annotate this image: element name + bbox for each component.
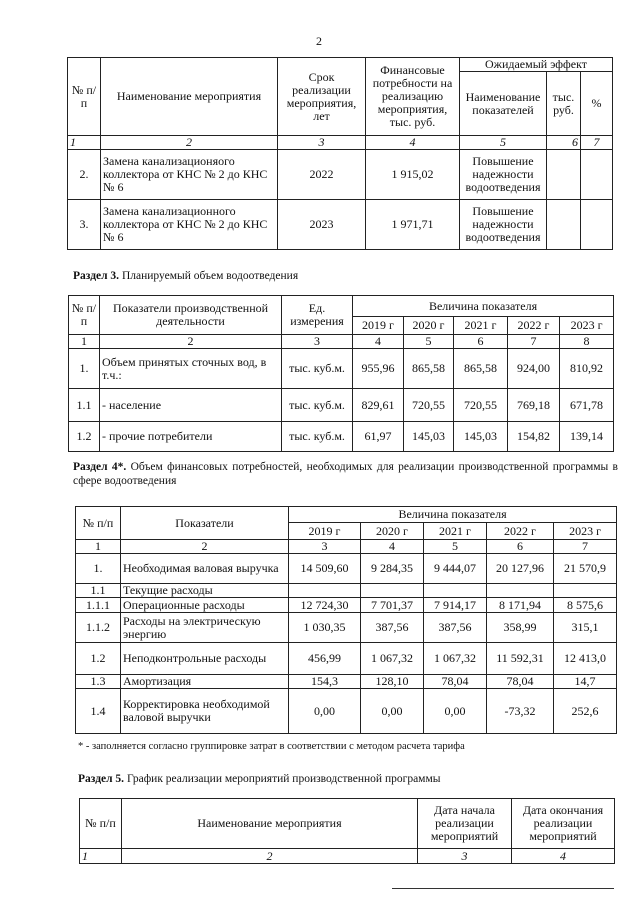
colnum: 1 bbox=[80, 849, 122, 864]
row-value: 9 444,07 bbox=[424, 554, 487, 584]
year-header: 2021 г bbox=[424, 523, 487, 540]
row-name: Амортизация bbox=[121, 675, 289, 689]
header-pct: % bbox=[581, 72, 613, 136]
row-num: 1.2 bbox=[69, 422, 100, 452]
colnum: 6 bbox=[487, 540, 554, 554]
row-value: 955,96 bbox=[353, 349, 404, 389]
colnum: 6 bbox=[454, 335, 508, 349]
page-number: 2 bbox=[316, 34, 322, 48]
row-num: 1. bbox=[76, 554, 121, 584]
header-num: № п/п bbox=[80, 799, 122, 849]
colnum: 2 bbox=[100, 335, 282, 349]
table-row bbox=[76, 598, 617, 613]
colnum: 7 bbox=[508, 335, 560, 349]
colnum: 7 bbox=[581, 136, 613, 150]
row-num: 2. bbox=[68, 150, 101, 200]
table-row bbox=[76, 584, 617, 598]
row-unit: тыс. куб.м. bbox=[282, 422, 353, 452]
header-start: Дата начала реализации мероприятий bbox=[418, 799, 512, 849]
row-name: Необходимая валовая выручка bbox=[121, 554, 289, 584]
colnum: 4 bbox=[361, 540, 424, 554]
colnum: 4 bbox=[512, 849, 615, 864]
row-value: 315,1 bbox=[554, 613, 617, 643]
row-ind: Повышение надежности водоотведения bbox=[460, 150, 547, 200]
row-value: 145,03 bbox=[404, 422, 454, 452]
colnum: 4 bbox=[353, 335, 404, 349]
colnum: 1 bbox=[76, 540, 121, 554]
row-num: 1.4 bbox=[76, 689, 121, 734]
header-end: Дата окончания реализации мероприятий bbox=[512, 799, 615, 849]
header-unit: Ед. измерения bbox=[282, 296, 353, 335]
year-header: 2019 г bbox=[289, 523, 361, 540]
table-row bbox=[76, 554, 617, 584]
row-value: 8 575,6 bbox=[554, 598, 617, 613]
row-pct bbox=[581, 150, 613, 200]
row-num: 1.1.2 bbox=[76, 613, 121, 643]
row-value: 358,99 bbox=[487, 613, 554, 643]
header-fin: Финансовые потребности на реализацию мероприятия, тыс. руб. bbox=[366, 58, 460, 136]
section-4-heading bbox=[73, 460, 618, 488]
section-4-label: Раздел 4*. bbox=[73, 461, 127, 473]
row-name: - население bbox=[100, 389, 282, 422]
bottom-rule bbox=[392, 888, 614, 889]
row-value: 1 030,35 bbox=[289, 613, 361, 643]
header-name: Показатели производственной деятельности bbox=[100, 296, 282, 335]
row-value: 810,92 bbox=[560, 349, 614, 389]
row-name: Расходы на электрическую энергию bbox=[121, 613, 289, 643]
colnum: 5 bbox=[424, 540, 487, 554]
row-value: 865,58 bbox=[454, 349, 508, 389]
header-name: Наименование мероприятия bbox=[122, 799, 418, 849]
year-header: 2019 г bbox=[353, 317, 404, 335]
colnum: 5 bbox=[460, 136, 547, 150]
row-pct bbox=[581, 200, 613, 250]
row-value: 1 067,32 bbox=[361, 643, 424, 675]
row-value: 865,58 bbox=[404, 349, 454, 389]
table-row bbox=[69, 422, 614, 452]
header-effect: Ожидаемый эффект bbox=[460, 58, 613, 72]
colnum: 7 bbox=[554, 540, 617, 554]
header-value: Величина показателя bbox=[289, 507, 617, 523]
colnum: 6 bbox=[547, 136, 581, 150]
row-value: 21 570,9 bbox=[554, 554, 617, 584]
row-name: Объем принятых сточных вод, в т.ч.: bbox=[100, 349, 282, 389]
row-num: 1.1 bbox=[76, 584, 121, 598]
row-value bbox=[361, 584, 424, 598]
row-num: 1.3 bbox=[76, 675, 121, 689]
row-value: 154,82 bbox=[508, 422, 560, 452]
row-fin: 1 915,02 bbox=[366, 150, 460, 200]
row-value: 12 724,30 bbox=[289, 598, 361, 613]
row-unit: тыс. куб.м. bbox=[282, 389, 353, 422]
header-num: № п/п bbox=[76, 507, 121, 540]
row-value: 154,3 bbox=[289, 675, 361, 689]
row-num: 1.2 bbox=[76, 643, 121, 675]
row-num: 3. bbox=[68, 200, 101, 250]
row-num: 1.1.1 bbox=[76, 598, 121, 613]
row-value: 252,6 bbox=[554, 689, 617, 734]
row-value: 7 914,17 bbox=[424, 598, 487, 613]
row-term: 2022 bbox=[278, 150, 366, 200]
header-name: Наименование мероприятия bbox=[101, 58, 278, 136]
year-header: 2021 г bbox=[454, 317, 508, 335]
row-value: 924,00 bbox=[508, 349, 560, 389]
row-name: Текущие расходы bbox=[121, 584, 289, 598]
year-header: 2022 г bbox=[508, 317, 560, 335]
section-5-label: Раздел 5. bbox=[78, 773, 125, 785]
colnum: 5 bbox=[404, 335, 454, 349]
row-fin: 1 971,71 bbox=[366, 200, 460, 250]
row-value: 0,00 bbox=[361, 689, 424, 734]
row-value: 12 413,0 bbox=[554, 643, 617, 675]
colnum: 2 bbox=[122, 849, 418, 864]
row-thous bbox=[547, 150, 581, 200]
row-value: 720,55 bbox=[454, 389, 508, 422]
row-name: Неподконтрольные расходы bbox=[121, 643, 289, 675]
row-value: 8 171,94 bbox=[487, 598, 554, 613]
row-value: 78,04 bbox=[487, 675, 554, 689]
row-value: 0,00 bbox=[424, 689, 487, 734]
table-row bbox=[76, 643, 617, 675]
row-name: Операционные расходы bbox=[121, 598, 289, 613]
row-value: 14,7 bbox=[554, 675, 617, 689]
table-row bbox=[69, 389, 614, 422]
table-row bbox=[76, 689, 617, 734]
row-value: 456,99 bbox=[289, 643, 361, 675]
row-value bbox=[554, 584, 617, 598]
year-header: 2023 г bbox=[560, 317, 614, 335]
row-value: 1 067,32 bbox=[424, 643, 487, 675]
row-value bbox=[289, 584, 361, 598]
row-name: - прочие потребители bbox=[100, 422, 282, 452]
footnote: * - заполняется согласно группировке затрат в соответствии с методом расчета тарифа bbox=[78, 741, 465, 752]
row-ind: Повышение надежности водоотведения bbox=[460, 200, 547, 250]
year-header: 2020 г bbox=[404, 317, 454, 335]
row-value: 11 592,31 bbox=[487, 643, 554, 675]
colnum: 8 bbox=[560, 335, 614, 349]
section-5-title: График реализации мероприятий производственной программы bbox=[126, 773, 441, 785]
row-value: 387,56 bbox=[361, 613, 424, 643]
header-value: Величина показателя bbox=[353, 296, 614, 317]
colnum: 3 bbox=[289, 540, 361, 554]
colnum: 3 bbox=[418, 849, 512, 864]
schedule-table bbox=[79, 798, 615, 864]
colnum: 1 bbox=[68, 136, 101, 150]
year-header: 2023 г bbox=[554, 523, 617, 540]
wastewater-volume-table bbox=[68, 295, 614, 452]
row-value: 128,10 bbox=[361, 675, 424, 689]
header-name: Показатели bbox=[121, 507, 289, 540]
colnum: 3 bbox=[282, 335, 353, 349]
row-value: 7 701,37 bbox=[361, 598, 424, 613]
section-5-heading bbox=[78, 772, 440, 786]
colnum: 4 bbox=[366, 136, 460, 150]
section-3-heading bbox=[73, 269, 298, 283]
row-value: 829,61 bbox=[353, 389, 404, 422]
row-value: 720,55 bbox=[404, 389, 454, 422]
row-num: 1. bbox=[69, 349, 100, 389]
row-value: 145,03 bbox=[454, 422, 508, 452]
row-value: 0,00 bbox=[289, 689, 361, 734]
row-value: -73,32 bbox=[487, 689, 554, 734]
table-row bbox=[68, 150, 613, 200]
row-term: 2023 bbox=[278, 200, 366, 250]
colnum: 3 bbox=[278, 136, 366, 150]
section-3-title: Планируемый объем водоотведения bbox=[121, 270, 299, 282]
colnum: 1 bbox=[69, 335, 100, 349]
header-num: № п/п bbox=[68, 58, 101, 136]
row-value: 9 284,35 bbox=[361, 554, 424, 584]
header-num: № п/п bbox=[69, 296, 100, 335]
colnum: 2 bbox=[121, 540, 289, 554]
row-value bbox=[424, 584, 487, 598]
row-name: Замена канализационного коллектора от КНС № 2 до КНС № 6 bbox=[101, 200, 278, 250]
row-name: Корректировка необходимой валовой выручки bbox=[121, 689, 289, 734]
table-row bbox=[76, 613, 617, 643]
year-header: 2022 г bbox=[487, 523, 554, 540]
year-header: 2020 г bbox=[361, 523, 424, 540]
row-name: Замена канализационяого коллектора от КНС № 2 до КНС № 6 bbox=[101, 150, 278, 200]
row-value: 61,97 bbox=[353, 422, 404, 452]
table-row bbox=[76, 675, 617, 689]
row-value: 387,56 bbox=[424, 613, 487, 643]
header-term: Срок реализации мероприятия, лет bbox=[278, 58, 366, 136]
row-value: 139,14 bbox=[560, 422, 614, 452]
row-value: 769,18 bbox=[508, 389, 560, 422]
measures-table bbox=[67, 57, 613, 250]
header-ind: Наименование показателей bbox=[460, 72, 547, 136]
table-row bbox=[69, 349, 614, 389]
header-thous: тыс. руб. bbox=[547, 72, 581, 136]
row-thous bbox=[547, 200, 581, 250]
row-value: 671,78 bbox=[560, 389, 614, 422]
row-value: 78,04 bbox=[424, 675, 487, 689]
colnum: 2 bbox=[101, 136, 278, 150]
row-unit: тыс. куб.м. bbox=[282, 349, 353, 389]
section-3-label: Раздел 3. bbox=[73, 270, 120, 282]
row-value: 20 127,96 bbox=[487, 554, 554, 584]
table-row bbox=[68, 200, 613, 250]
row-value: 14 509,60 bbox=[289, 554, 361, 584]
row-num: 1.1 bbox=[69, 389, 100, 422]
row-value bbox=[487, 584, 554, 598]
section-4-title: Объем финансовых потребностей, необходимых для реализации производственной программы в сфере водоотведения bbox=[73, 461, 618, 487]
financial-needs-table bbox=[75, 506, 617, 734]
